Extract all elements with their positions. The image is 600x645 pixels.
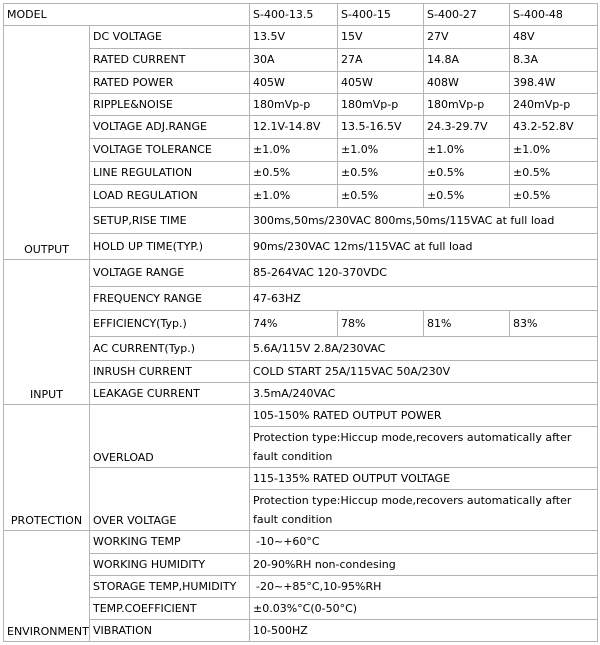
- spec-row: [4, 598, 598, 620]
- spec-value: 14.8A: [424, 49, 510, 72]
- spec-value: 300ms,50ms/230VAC 800ms,50ms/115VAC at full load: [250, 208, 598, 234]
- spec-row: [4, 139, 598, 162]
- spec-row: [4, 531, 598, 554]
- spec-value: 3.5mA/240VAC: [250, 383, 598, 405]
- spec-label: RATED POWER: [90, 72, 250, 94]
- spec-value: ±1.0%: [424, 139, 510, 162]
- spec-value: 15V: [338, 26, 424, 49]
- group-output: OUTPUT: [4, 26, 90, 260]
- spec-label: VIBRATION: [90, 620, 250, 642]
- spec-row: [4, 208, 598, 234]
- spec-value: 398.4W: [510, 72, 598, 94]
- spec-value: 408W: [424, 72, 510, 94]
- spec-value: ±0.5%: [424, 162, 510, 185]
- spec-label: OVERLOAD: [90, 405, 250, 468]
- spec-row: [4, 554, 598, 576]
- model-s-400-48: S-400-48: [510, 4, 598, 26]
- spec-label: LEAKAGE CURRENT: [90, 383, 250, 405]
- spec-row: [4, 383, 598, 405]
- spec-value: 27A: [338, 49, 424, 72]
- spec-value: 10-500HZ: [250, 620, 598, 642]
- spec-value: 405W: [338, 72, 424, 94]
- spec-row: [4, 72, 598, 94]
- spec-value: ±1.0%: [338, 139, 424, 162]
- spec-row: [4, 468, 598, 490]
- model-label: MODEL: [4, 4, 250, 26]
- spec-row: [4, 287, 598, 311]
- spec-label: TEMP.COEFFICIENT: [90, 598, 250, 620]
- spec-row: [4, 49, 598, 72]
- spec-row: [4, 26, 598, 49]
- spec-label: HOLD UP TIME(TYP.): [90, 234, 250, 260]
- spec-value: ±0.5%: [338, 185, 424, 208]
- spec-value: 240mVp-p: [510, 94, 598, 116]
- spec-value: Protection type:Hiccup mode,recovers automatically after fault condition: [250, 490, 598, 531]
- spec-label: VOLTAGE TOLERANCE: [90, 139, 250, 162]
- spec-label: SETUP,RISE TIME: [90, 208, 250, 234]
- spec-value: 180mVp-p: [338, 94, 424, 116]
- spec-label: FREQUENCY RANGE: [90, 287, 250, 311]
- spec-value: -10~+60°C: [250, 531, 598, 554]
- spec-value: -20~+85°C,10-95%RH: [250, 576, 598, 598]
- spec-row: [4, 405, 598, 427]
- spec-table: [3, 3, 598, 642]
- group-environment: ENVIRONMENT: [4, 531, 90, 642]
- spec-value: ±1.0%: [250, 185, 338, 208]
- spec-label: DC VOLTAGE: [90, 26, 250, 49]
- spec-label: OVER VOLTAGE: [90, 468, 250, 531]
- spec-label: EFFICIENCY(Typ.): [90, 311, 250, 337]
- spec-value: 85-264VAC 120-370VDC: [250, 260, 598, 287]
- spec-value: 12.1V-14.8V: [250, 116, 338, 139]
- spec-value: 81%: [424, 311, 510, 337]
- spec-label: VOLTAGE RANGE: [90, 260, 250, 287]
- spec-value: 20-90%RH non-condesing: [250, 554, 598, 576]
- spec-row: [4, 337, 598, 361]
- spec-value: ±1.0%: [510, 139, 598, 162]
- model-s-400-13-5: S-400-13.5: [250, 4, 338, 26]
- spec-value: COLD START 25A/115VAC 50A/230V: [250, 361, 598, 383]
- spec-value: 24.3-29.7V: [424, 116, 510, 139]
- group-input: INPUT: [4, 260, 90, 405]
- spec-label: WORKING TEMP: [90, 531, 250, 554]
- spec-value: 115-135% RATED OUTPUT VOLTAGE: [250, 468, 598, 490]
- spec-value: 13.5-16.5V: [338, 116, 424, 139]
- spec-row: [4, 576, 598, 598]
- spec-row: [4, 116, 598, 139]
- spec-value: ±0.5%: [510, 162, 598, 185]
- spec-value: 43.2-52.8V: [510, 116, 598, 139]
- spec-value: Protection type:Hiccup mode,recovers automatically after fault condition: [250, 427, 598, 468]
- spec-value: 405W: [250, 72, 338, 94]
- spec-label: RATED CURRENT: [90, 49, 250, 72]
- spec-value: 5.6A/115V 2.8A/230VAC: [250, 337, 598, 361]
- spec-row: [4, 260, 598, 287]
- spec-label: RIPPLE&NOISE: [90, 94, 250, 116]
- spec-row: [4, 94, 598, 116]
- spec-value: ±1.0%: [250, 139, 338, 162]
- spec-value: 27V: [424, 26, 510, 49]
- spec-value: ±0.5%: [510, 185, 598, 208]
- spec-value: 90ms/230VAC 12ms/115VAC at full load: [250, 234, 598, 260]
- spec-value: 13.5V: [250, 26, 338, 49]
- model-s-400-27: S-400-27: [424, 4, 510, 26]
- spec-label: LOAD REGULATION: [90, 185, 250, 208]
- spec-value: ±0.5%: [250, 162, 338, 185]
- spec-value: 180mVp-p: [250, 94, 338, 116]
- group-protection: PROTECTION: [4, 405, 90, 531]
- spec-value: ±0.03%°C(0-50°C): [250, 598, 598, 620]
- header-row: [4, 4, 598, 26]
- spec-value: 105-150% RATED OUTPUT POWER: [250, 405, 598, 427]
- spec-value: ±0.5%: [424, 185, 510, 208]
- spec-value: 78%: [338, 311, 424, 337]
- model-s-400-15: S-400-15: [338, 4, 424, 26]
- spec-row: [4, 311, 598, 337]
- spec-value: 180mVp-p: [424, 94, 510, 116]
- spec-row: [4, 162, 598, 185]
- spec-label: WORKING HUMIDITY: [90, 554, 250, 576]
- spec-row: [4, 620, 598, 642]
- spec-label: STORAGE TEMP,HUMIDITY: [90, 576, 250, 598]
- spec-label: LINE REGULATION: [90, 162, 250, 185]
- spec-label: VOLTAGE ADJ.RANGE: [90, 116, 250, 139]
- spec-row: [4, 185, 598, 208]
- spec-row: [4, 234, 598, 260]
- spec-row: [4, 361, 598, 383]
- spec-value: 48V: [510, 26, 598, 49]
- spec-value: 74%: [250, 311, 338, 337]
- spec-label: INRUSH CURRENT: [90, 361, 250, 383]
- spec-value: 8.3A: [510, 49, 598, 72]
- spec-value: 30A: [250, 49, 338, 72]
- spec-value: 47-63HZ: [250, 287, 598, 311]
- spec-value: ±0.5%: [338, 162, 424, 185]
- spec-value: 83%: [510, 311, 598, 337]
- spec-label: AC CURRENT(Typ.): [90, 337, 250, 361]
